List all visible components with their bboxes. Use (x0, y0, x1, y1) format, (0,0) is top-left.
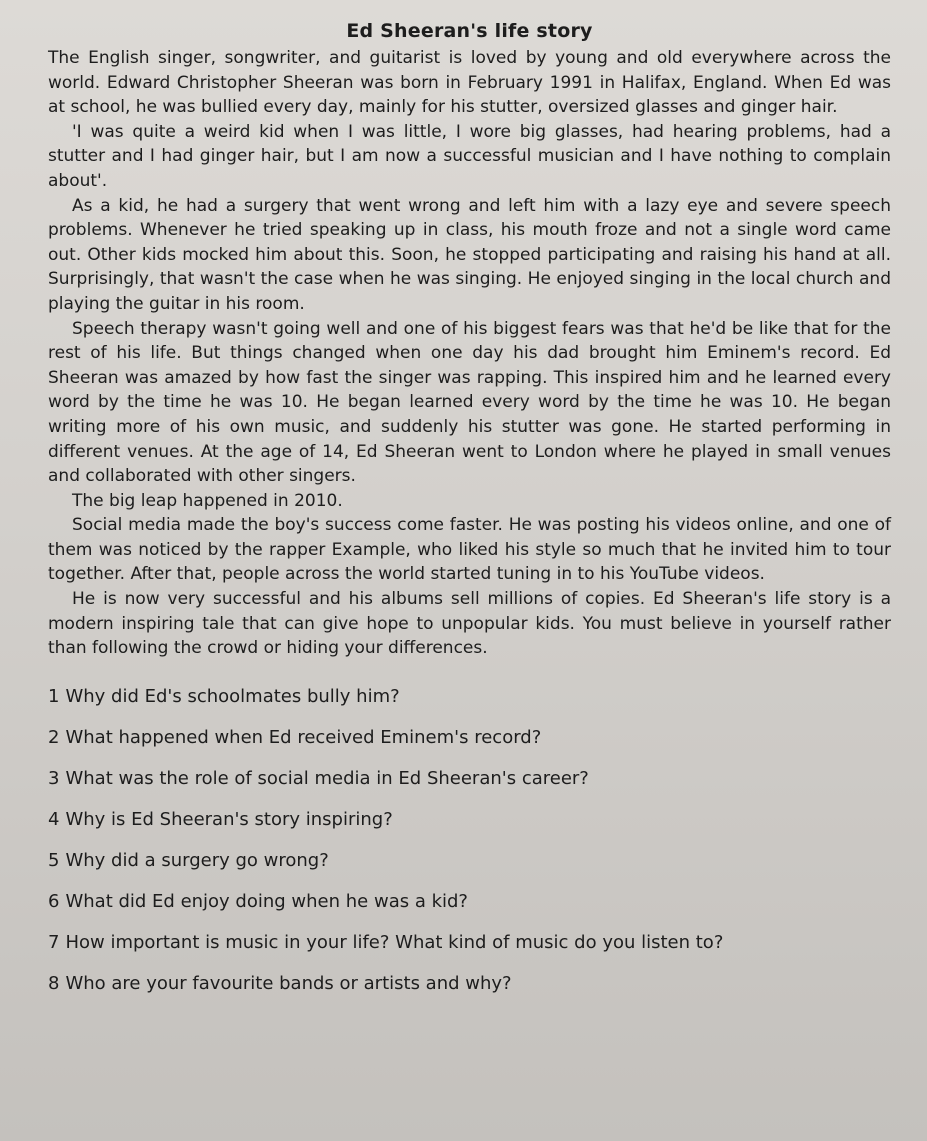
question-item (48, 890, 891, 931)
question-item (48, 726, 891, 767)
question-item (48, 767, 891, 808)
question-text: What was the role of social media in Ed Sheeran's career? (65, 767, 589, 789)
question-item (48, 685, 891, 726)
question-item (48, 972, 891, 1013)
question-item (48, 931, 891, 972)
question-list (48, 685, 891, 1013)
paragraph: The big leap happened in 2010. (72, 490, 343, 511)
paragraph: Social media made the boy's success come faster. He was posting his videos online, and one of them was noticed by the rapper Example, who liked his style so much that he invited him to tour together. After that, people across the world started tuning in to his YouTube videos. (48, 515, 891, 585)
question-text: Why is Ed Sheeran's story inspiring? (65, 808, 393, 830)
question-number: 2 (48, 726, 60, 748)
question-text: What did Ed enjoy doing when he was a kid? (65, 890, 468, 912)
paragraph: Speech therapy wasn't going well and one of his biggest fears was that he'd be like that for the rest of his life. But things changed when one day his dad brought him Eminem's record. Ed Sheeran was amazed by how fast the singer was rapping. This inspired him and he learned every word by the time he was 10. He began learned every word by the time he was 10. He began writing more of his own music, and suddenly his stutter was gone. He started performing in different venues. At the age of 14, Ed Sheeran went to London where he played in small venues and collaborated with other singers. (48, 318, 891, 487)
question-number: 5 (48, 849, 60, 871)
question-text: Why did Ed's schoolmates bully him? (65, 685, 400, 707)
paragraph: He is now very successful and his albums sell millions of copies. Ed Sheeran's life story is a modern inspiring tale that can give hope to unpopular kids. You must believe in yourself rather than following the crowd or hiding your differences. (48, 589, 891, 659)
question-number: 8 (48, 972, 60, 994)
question-number: 7 (48, 931, 60, 953)
question-number: 6 (48, 890, 60, 912)
question-text: How important is music in your life? What kind of music do you listen to? (65, 931, 724, 953)
question-text: Why did a surgery go wrong? (65, 849, 329, 871)
story-text (48, 46, 891, 661)
page-title: Ed Sheeran's life story (346, 20, 593, 42)
question-number: 4 (48, 808, 60, 830)
question-text: What happened when Ed received Eminem's record? (65, 726, 542, 748)
question-text: Who are your favourite bands or artists and why? (65, 972, 512, 994)
paragraph: The English singer, songwriter, and guitarist is loved by young and old everywhere across the world. Edward Christopher Sheeran was born in February 1991 in Halifax, England. When Ed was at school, he was bullied every day, mainly for his stutter, oversized glasses and ginger hair. (48, 48, 891, 118)
question-item (48, 849, 891, 890)
question-number: 1 (48, 685, 60, 707)
question-number: 3 (48, 767, 60, 789)
paragraph: As a kid, he had a surgery that went wrong and left him with a lazy eye and severe speech problems. Whenever he tried speaking up in class, his mouth froze and not a single word came out. Other kids mocked him about this. Soon, he stopped participating and raising his hand at all. Surprisingly, that wasn't the case when he was singing. He enjoyed singing in the local church and playing the guitar in his room. (48, 195, 891, 314)
paragraph: 'I was quite a weird kid when I was little, I wore big glasses, had hearing problems, had a stutter and I had ginger hair, but I am now a successful musician and I have nothing to complain about'. (48, 121, 891, 191)
question-item (48, 808, 891, 849)
